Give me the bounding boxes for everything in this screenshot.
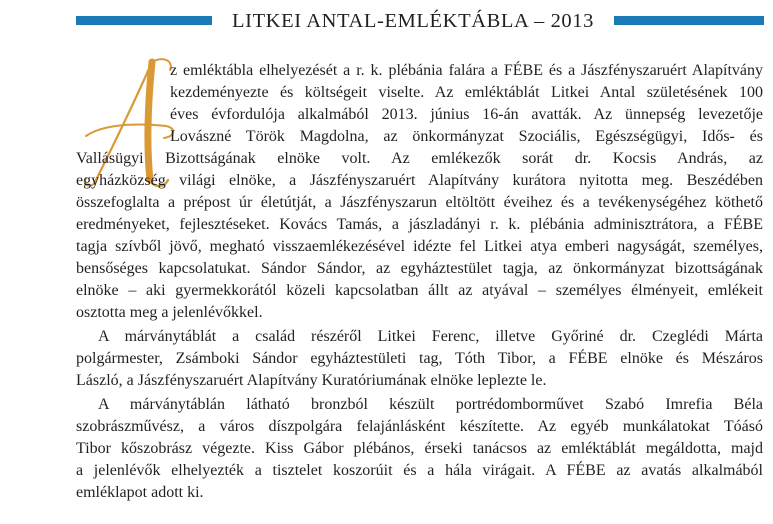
text-line: z emléktábla elhelyezését a r. k. plébánia falára a FÉBE és a Jászfényszaruért Alapítvány [170,62,763,79]
text-line: eredményeket, fejlesztéseket. Kovács Tamás, a jászladányi r. k. plébánia adminisztrátora, a FÉBE [76,216,763,233]
text-line: elnöke – aki gyermekkorától közeli kapcsolatban állt az atyával – személyes élményeit, emlékeit [76,282,763,299]
text-line: emléklapot adott ki. [76,484,204,501]
text-line: összefoglalta a prépost úr életútját, a Jászfényszarun eltöltött éveihez és a tevékenységéhez köthető [76,194,763,211]
text-line: kezdeményezte és költségeit viselte. Az emléktáblát Litkei Antal születésének 100 [170,84,763,101]
text-line: Tibor kőszobrász végezte. Kiss Gábor plébános, érseki tanácsos az emléktáblát megáldotta, majd [76,440,763,457]
text-line: Lovászné Török Magdolna, az önkormányzat Szociális, Egészségügyi, Idős- és [170,128,763,145]
text-line: A márványtáblát a család részéről Litkei Ferenc, illetve Győriné dr. Czeglédi Márta [98,328,763,345]
text-line: László, a Jászfényszaruért Alapítvány Kuratóriumának elnöke leplezte le. [76,372,547,389]
text-line: tagja szívből jövő, megható visszaemlékezésével idézte fel Litkei atya emberi nagyságát, személyes, [76,238,763,255]
text-line: egyházközség világi elnöke, a Jászfényszaruért Alapítvány kurátora nyitotta meg. Beszédében [76,172,763,189]
text-line: éves évfordulója alkalmából 2013. június 16-án avatták. Az ünnepség levezetője [170,106,763,123]
text-line: a jelenlévők elhelyezték a tisztelet koszorúit és a hála virágait. A FÉBE az avatás alkalmából [76,462,763,479]
text-line: szobrászművész, a város díszpolgára felajánlásként készítette. Az egyéb munkálatokat Tóásó [76,418,763,435]
text-line: polgármester, Zsámboki Sándor egyháztestületi tag, Tóth Tibor, a FÉBE elnöke és Mészáros [76,350,763,367]
text-line: Vallásügyi Bizottságának elnöke volt. Az emlékezők sorát dr. Kocsis András, az [76,150,763,167]
text-line: bensőséges kapcsolatukat. Sándor Sándor, az egyháztestület tagja, az önkormányzat bizottságának [76,260,763,277]
article-title: LITKEI ANTAL-EMLÉKTÁBLA – 2013 [232,10,594,32]
text-line: A márványtáblán látható bronzból készült portrédomborművet Szabó Imrefia Béla [98,396,763,413]
text-line: osztotta meg a jelenlévőkkel. [76,304,263,321]
